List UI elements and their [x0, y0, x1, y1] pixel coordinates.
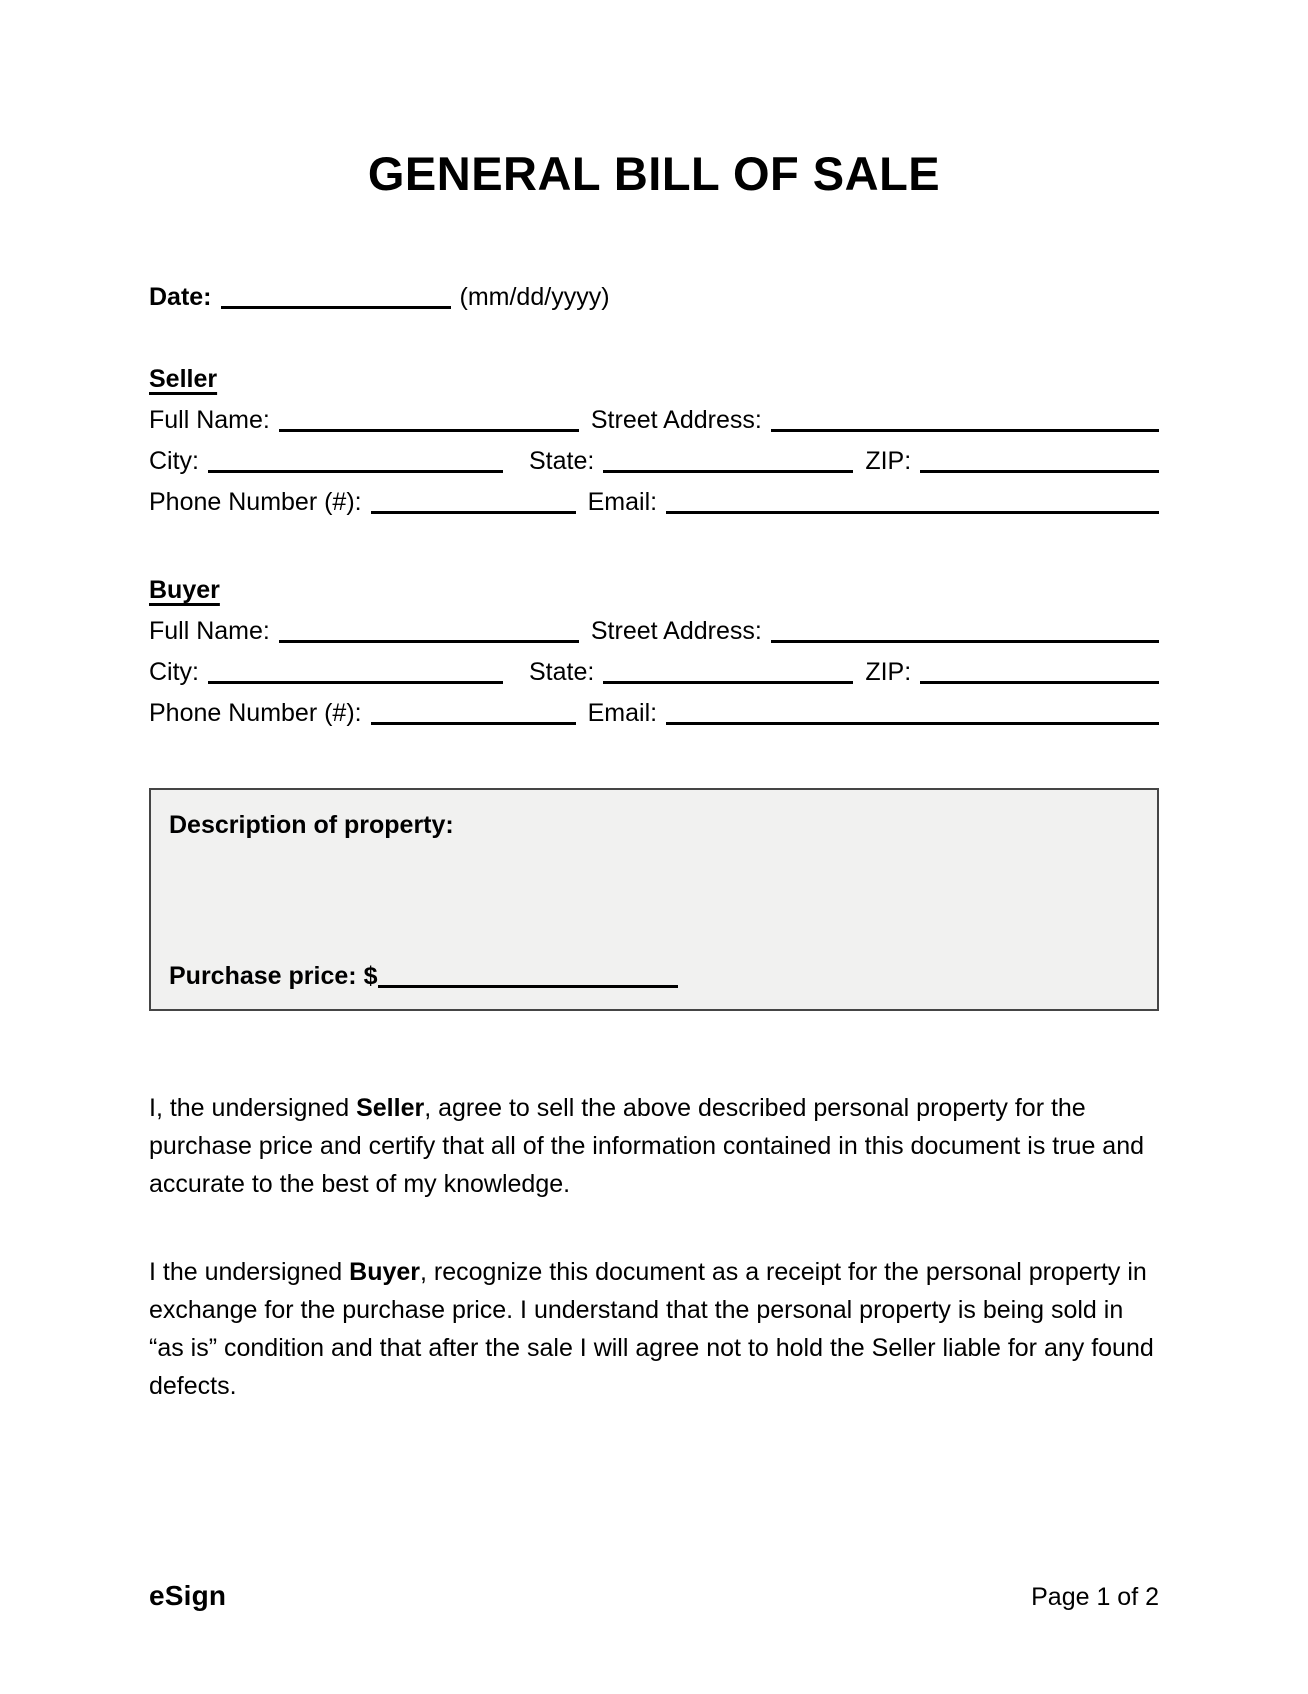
buyer-name-row	[149, 605, 1159, 646]
description-label: Description of property:	[169, 811, 454, 840]
street-address-label: Street Address:	[590, 406, 762, 435]
seller-agreement-prefix: I, the undersigned	[149, 1094, 357, 1123]
page-title: GENERAL BILL OF SALE	[367, 147, 941, 200]
seller-heading: Seller	[149, 365, 218, 394]
purchase-price-label: Purchase price:	[169, 962, 357, 991]
city-label: City:	[149, 658, 199, 687]
date-label: Date:	[149, 283, 212, 312]
phone-label: Phone Number (#):	[149, 488, 362, 517]
buyer-section	[149, 575, 1159, 728]
currency-symbol: $	[363, 962, 378, 991]
buyer-phone-field[interactable]	[371, 721, 576, 725]
street-address-label: Street Address:	[590, 617, 762, 646]
seller-term: Seller	[356, 1094, 425, 1123]
seller-state-field[interactable]	[603, 469, 853, 473]
seller-phone-row	[149, 476, 1159, 517]
purchase-price-row	[169, 961, 1139, 991]
buyer-heading: Buyer	[149, 576, 220, 605]
buyer-zip-field[interactable]	[920, 680, 1159, 684]
date-row	[149, 282, 1159, 312]
email-label: Email:	[587, 699, 658, 728]
seller-section	[149, 364, 1159, 517]
email-label: Email:	[587, 488, 658, 517]
state-label: State:	[529, 658, 595, 687]
page-footer	[149, 1580, 1159, 1612]
seller-full-name-field[interactable]	[279, 428, 579, 432]
phone-label: Phone Number (#):	[149, 699, 362, 728]
property-description-box	[149, 788, 1159, 1011]
date-field[interactable]	[221, 305, 451, 309]
state-label: State:	[529, 447, 595, 476]
buyer-full-name-field[interactable]	[279, 639, 579, 643]
buyer-term: Buyer	[349, 1258, 421, 1287]
full-name-label: Full Name:	[149, 617, 270, 646]
seller-phone-field[interactable]	[371, 510, 576, 514]
buyer-agreement-text: , recognize this document as a receipt for the personal property in exchange for the purchase price. I understand that the personal property is being sold in “as is” condition and that after the sale I will agree not to hold the Seller liable for any found defects.	[149, 1258, 1154, 1401]
buyer-street-address-field[interactable]	[771, 639, 1159, 643]
seller-street-address-field[interactable]	[771, 428, 1159, 432]
buyer-phone-row	[149, 687, 1159, 728]
date-format-hint: (mm/dd/yyyy)	[459, 283, 610, 312]
seller-agreement-paragraph	[149, 1089, 1159, 1203]
description-field[interactable]	[169, 840, 1139, 961]
purchase-price-field[interactable]	[378, 984, 678, 988]
buyer-city-row	[149, 646, 1159, 687]
brand-logo: eSign	[149, 1580, 227, 1611]
zip-label: ZIP:	[865, 447, 912, 476]
buyer-agreement-prefix: I the undersigned	[149, 1258, 350, 1287]
seller-zip-field[interactable]	[920, 469, 1159, 473]
city-label: City:	[149, 447, 199, 476]
buyer-state-field[interactable]	[603, 680, 853, 684]
full-name-label: Full Name:	[149, 406, 270, 435]
seller-city-field[interactable]	[208, 469, 503, 473]
seller-agreement-text: , agree to sell the above described personal property for the purchase price and certify that all of the information contained in this document is true and accurate to the best of my knowledge.	[149, 1094, 1145, 1199]
zip-label: ZIP:	[865, 658, 912, 687]
buyer-agreement-paragraph	[149, 1253, 1159, 1405]
seller-name-row	[149, 394, 1159, 435]
buyer-city-field[interactable]	[208, 680, 503, 684]
seller-email-field[interactable]	[666, 510, 1159, 514]
buyer-email-field[interactable]	[666, 721, 1159, 725]
seller-city-row	[149, 435, 1159, 476]
page-number: Page 1 of 2	[1031, 1583, 1159, 1611]
